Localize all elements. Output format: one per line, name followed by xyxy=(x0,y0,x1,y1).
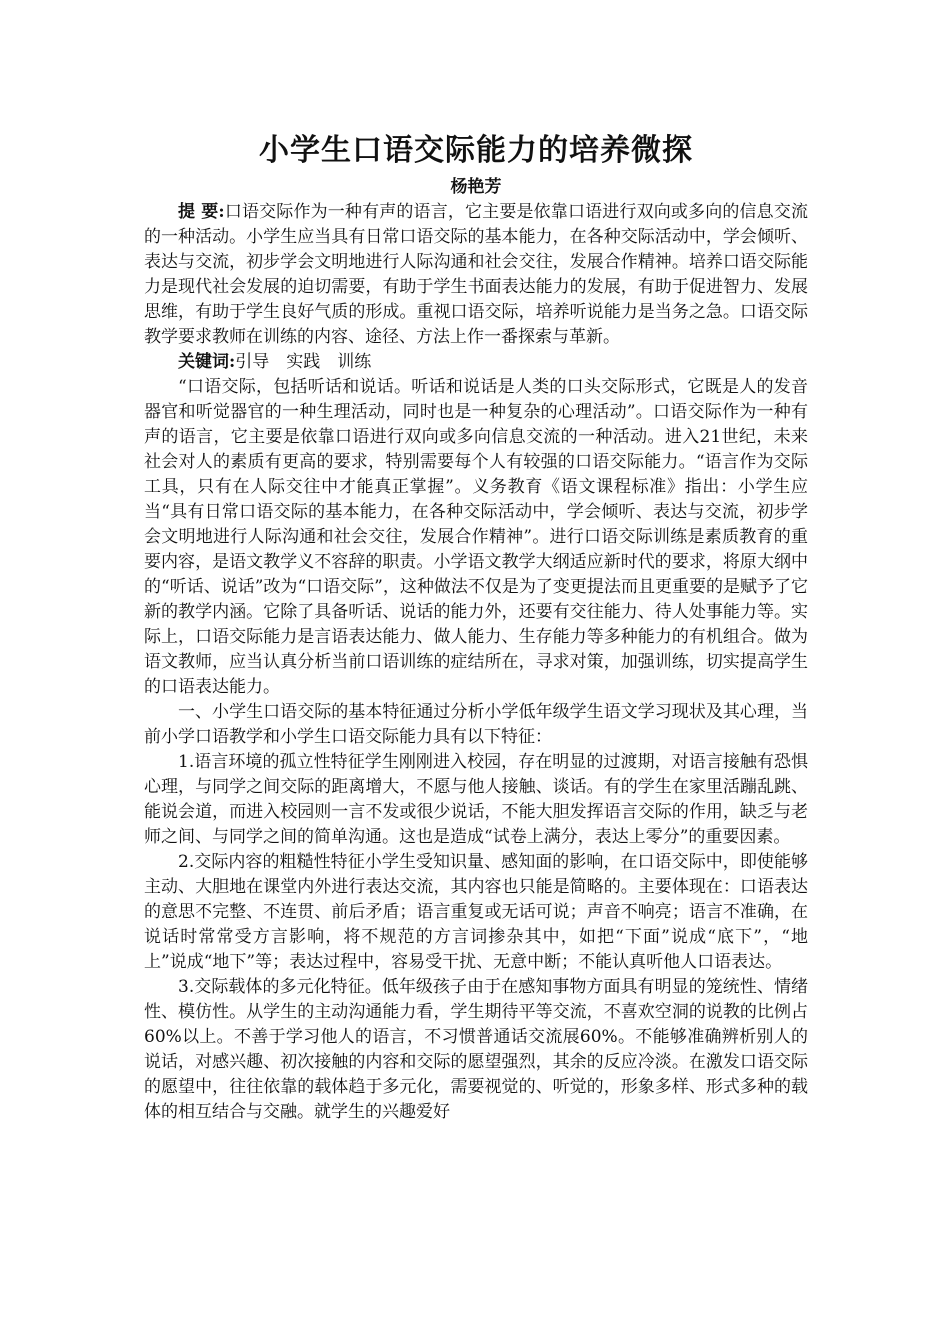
abstract-text: 口语交际作为一种有声的语言，它主要是依靠口语进行双向或多向的信息交流的一种活动。小学生应当具有日常口语交际的基本能力，在各种交际活动中，学会倾听、表达与交流，初步学会文明地进行人际沟通和社会交往，发展合作精神。培养口语交际能力是现代社会发展的迫切需要，有助于学生书面表达能力的发展，有助于促进智力、发展思维，有助于学生良好气质的形成。重视口语交际，培养听说能力是当务之急。口语交际教学要求教师在训练的内容、途径、方法上作一番探索与革新。 xyxy=(144,202,808,347)
abstract-label: 提 要: xyxy=(178,202,225,222)
keywords-text: 引导 实践 训练 xyxy=(235,352,372,372)
body-paragraph-feature-1: 1.语言环境的孤立性特征学生刚刚进入校园，存在明显的过渡期，对语言接触有恐惧心理，与同学之间交际的距离增大，不愿与他人接触、谈话。有的学生在家里活蹦乱跳、能说会道，而进入校园则一言不发或很少说话，不能大胆发挥语言交际的作用，缺乏与老师之间、与同学之间的简单沟通。这也是造成“试卷上满分，表达上零分”的重要因素。 xyxy=(144,752,808,847)
keywords-paragraph xyxy=(144,350,808,375)
body-paragraph-section-1: 一、小学生口语交际的基本特征通过分析小学低年级学生语文学习现状及其心理，当前小学口语教学和小学生口语交际能力具有以下特征： xyxy=(144,702,808,747)
keywords-label: 关键词: xyxy=(178,352,236,372)
abstract-paragraph xyxy=(144,200,808,350)
document-title: 小学生口语交际能力的培养微探 xyxy=(259,133,693,168)
body-paragraph-feature-2: 2.交际内容的粗糙性特征小学生受知识量、感知面的影响，在口语交际中，即使能够主动、大胆地在课堂内外进行表达交流，其内容也只能是简略的。主要体现在：口语表达的意思不完整、不连贯、前后矛盾；语言重复或无话可说；声音不响亮；语言不准确，在说话时常常受方言影响，将不规范的方言词掺杂其中，如把“下面”说成“底下”，“地上”说成“地下”等；表达过程中，容易受干扰、无意中断；不能认真听他人口语表达。 xyxy=(144,852,808,972)
author-name: 杨艳芳 xyxy=(450,177,502,197)
document-page xyxy=(144,130,808,1125)
body-paragraph-feature-3: 3.交际载体的多元化特征。低年级孩子由于在感知事物方面具有明显的笼统性、情绪性、模仿性。从学生的主动沟通能力看，学生期待平等交流，不喜欢空洞的说教的比例占60%以上。不善于学习他人的语言，不习惯普通话交流展60%。不能够准确辨析别人的说话，对感兴趣、初次接触的内容和交际的愿望强烈，其余的反应冷淡。在激发口语交际的愿望中，往往依靠的载体趋于多元化，需要视觉的、听觉的，形象多样、形式多种的载体的相互结合与交融。就学生的兴趣爱好 xyxy=(144,977,808,1122)
body-paragraph-intro: “口语交际，包括听话和说话。听话和说话是人类的口头交际形式，它既是人的发音器官和听觉器官的一种生理活动，同时也是一种复杂的心理活动”。口语交际作为一种有声的语言，它主要是依靠口语进行双向或多向信息交流的一种活动。进入21世纪，未来社会对人的素质有更高的要求，特别需要每个人有较强的口语交际能力。“语言作为交际工具，只有在人际交往中才能真正掌握”。义务教育《语文课程标准》指出：小学生应当“具有日常口语交际的基本能力，在各种交际活动中，学会倾听、表达与交流，初步学会文明地进行人际沟通和社会交往，发展合作精神”。进行口语交际训练是素质教育的重要内容，是语文教学义不容辞的职责。小学语文教学大纲适应新时代的要求，将原大纲中的“听话、说话”改为“口语交际”，这种做法不仅是为了变更提法而且更重要的是赋予了它新的教学内涵。它除了具备听话、说话的能力外，还要有交往能力、待人处事能力等。实际上，口语交际能力是言语表达能力、做人能力、生存能力等多种能力的有机组合。做为语文教师，应当认真分析当前口语训练的症结所在，寻求对策，加强训练，切实提高学生的口语表达能力。 xyxy=(144,377,808,697)
